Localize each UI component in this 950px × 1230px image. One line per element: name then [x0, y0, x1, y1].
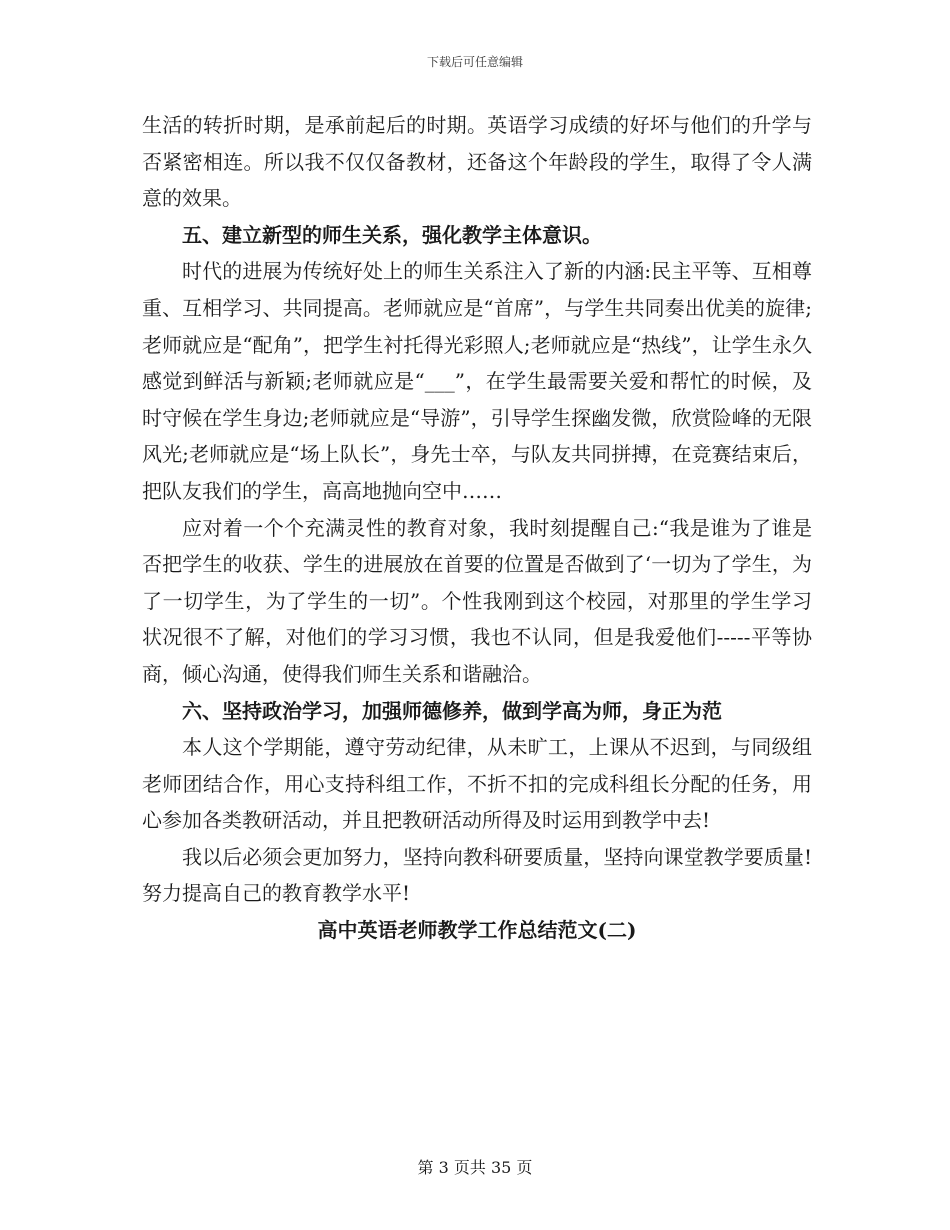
document-body	[142, 107, 812, 949]
page-header: 下载后可任意编辑	[426, 55, 523, 69]
paragraph-continued: 生活的转折时期，是承前起后的时期。英语学习成绩的好坏与他们的升学与否紧密相连。所以我不仅仅备教材，还备这个年龄段的学生，取得了令人满意的效果。	[142, 113, 812, 211]
section-heading-5: 五、建立新型的师生关系，强化教学主体意识。	[182, 222, 602, 247]
paragraph-teacher-roles: 时代的进展为传统好处上的师生关系注入了新的内涵:民主平等、互相尊重、互相学习、共同提高。老师就应是“首席”，与学生共同奏出优美的旋律;老师就应是“配角”，把学生衬托得光彩照人;老师就应是“热线”，让学生永久感觉到鲜活与新颖;老师就应是“___”，在学生最需要关爱和帮忙的时候，及时守候在学生身边;老师就应是“导游”，引导学生探幽发微，欣赏险峰的无限风光;老师就应是“场上队长”，身先士卒，与队友共同拼搏，在竞赛结束后，把队友我们的学生，高高地抛向空中……	[142, 259, 812, 503]
paragraph-future-effort: 我以后必须会更加努力，坚持向教科研要质量，坚持向课堂教学要质量!努力提高自己的教育教学水平!	[142, 844, 812, 906]
paragraph-self-reminder: 应对着一个个充满灵性的教育对象，我时刻提醒自己:“我是谁为了谁是否把学生的收获、学生的进展放在首要的位置是否做到了‘一切为了学生，为了一切学生，为了学生的一切”。个性我刚到这个校园，对那里的学生学习状况很不了解，对他们的学习习惯，我也不认同，但是我爱他们-----平等协商，倾心沟通，使得我们师生关系和谐融洽。	[142, 515, 812, 686]
paragraph-discipline: 本人这个学期能，遵守劳动纪律，从未旷工，上课从不迟到，与同级组老师团结合作，用心支持科组工作，不折不扣的完成科组长分配的任务，用心参加各类教研活动，并且把教研活动所得及时运用到教学中去!	[142, 735, 812, 833]
section-heading-6: 六、坚持政治学习，加强师德修养，做到学高为师，身正为范	[182, 698, 722, 723]
page-footer: 第 3 页共 35 页	[417, 1158, 533, 1177]
document-title-2: 高中英语老师教学工作总结范文(二)	[317, 918, 637, 943]
